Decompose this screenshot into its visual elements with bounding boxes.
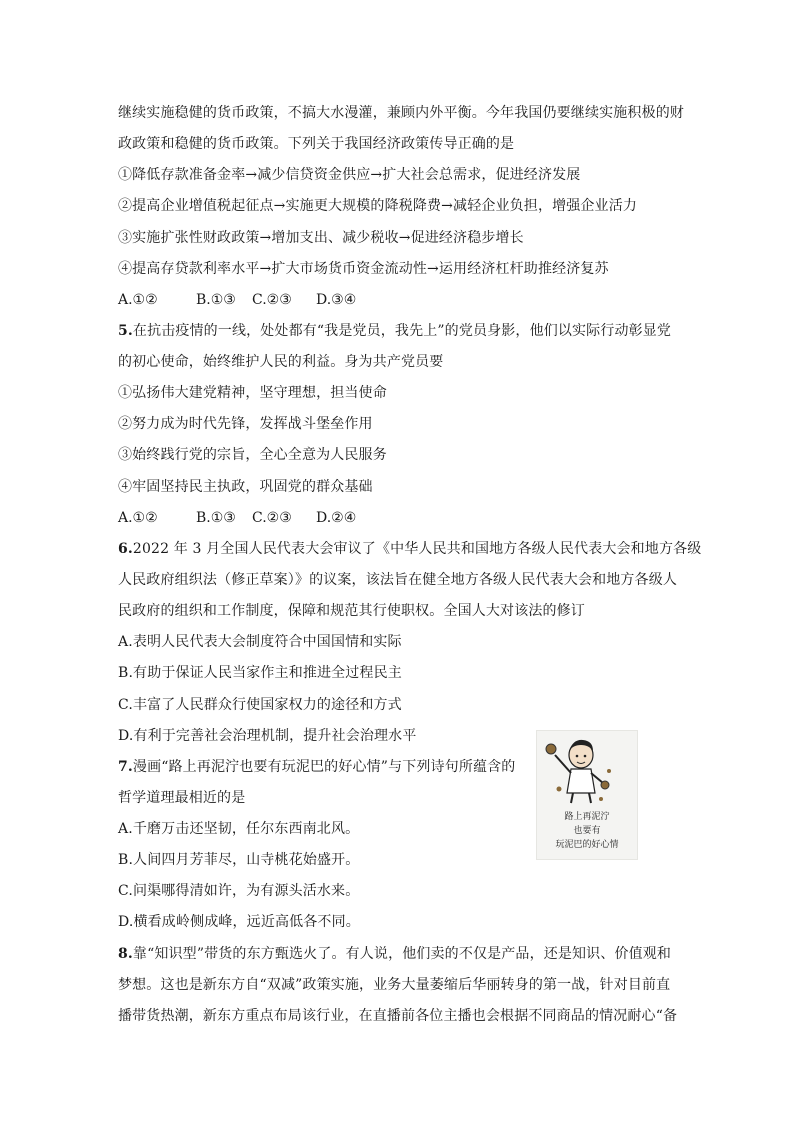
- q7-option-d[interactable]: D.横看成岭侧成峰，远近高低各不同。: [118, 914, 360, 930]
- q5-item-2: ②努力成为时代先锋，发挥战斗堡垒作用: [118, 416, 373, 432]
- cartoon-figure-icon: [537, 731, 637, 807]
- q4-option-d[interactable]: D.③④: [316, 292, 357, 308]
- q5-stem-line-1: [118, 321, 678, 341]
- q4-option-b[interactable]: B.①③: [196, 292, 236, 308]
- cartoon-caption-3: 玩泥巴的好心情: [555, 840, 619, 850]
- q6-stem-line-1: [118, 539, 702, 559]
- q5-number: 5.: [118, 323, 133, 339]
- q5-item-4: ④牢固坚持民主执政，巩固党的群众基础: [118, 479, 373, 495]
- q5-option-a[interactable]: A.①②: [118, 510, 158, 526]
- q7-option-a[interactable]: A.千磨万击还坚韧，任尔东西南北风。: [118, 821, 360, 837]
- q4-stem-line-1: 继续实施稳健的货币政策，不搞大水漫灌，兼顾内外平衡。今年我国仍要继续实施积极的财: [118, 105, 684, 121]
- q4-option-c[interactable]: C.②③: [252, 292, 292, 308]
- cartoon-image: [536, 730, 638, 860]
- q5-stem-text-1: 在抗击疫情的一线，处处都有“我是党员，我先上”的党员身影，他们以实际行动彰显党: [132, 323, 672, 339]
- q5-item-3: ③始终践行党的宗旨，全心全意为人民服务: [118, 447, 387, 463]
- cartoon-caption-2: 也要有: [573, 826, 601, 836]
- q5-option-d[interactable]: D.②④: [316, 510, 357, 526]
- q4-options: [118, 290, 356, 310]
- q7-stem-line-2: 哲学道理最相近的是: [118, 790, 246, 806]
- q6-option-b[interactable]: B.有助于保证人民当家作主和推进全过程民主: [118, 665, 402, 681]
- q6-stem-text-1: 2022 年 3 月全国人民代表大会审议了《中华人民共和国地方各级人民代表大会和地方各级: [132, 541, 702, 557]
- q8-stem-line-3: 播带货热潮，新东方重点布局该行业，在直播前各位主播也会根据不同商品的情况耐心“备: [118, 1008, 678, 1024]
- q6-option-a[interactable]: A.表明人民代表大会制度符合中国国情和实际: [118, 634, 402, 650]
- q6-stem-line-3: 民政府的组织和工作制度，保障和规范其行使职权。全国人大对该法的修订: [118, 603, 585, 619]
- q4-item-1: ①降低存款准备金率→减少信贷资金供应→扩大社会总需求，促进经济发展: [118, 167, 581, 183]
- q7-option-b[interactable]: B.人间四月芳菲尽，山寺桃花始盛开。: [118, 852, 360, 868]
- q8-stem-line-1: [118, 944, 678, 964]
- q6-option-d[interactable]: D.有利于完善社会治理机制，提升社会治理水平: [118, 728, 417, 744]
- q5-option-c[interactable]: C.②③: [252, 510, 292, 526]
- q4-item-4: ④提高存贷款利率水平→扩大市场货币资金流动性→运用经济杠杆助推经济复苏: [118, 261, 609, 277]
- q4-item-3: ③实施扩张性财政政策→增加支出、减少税收→促进经济稳步增长: [118, 230, 524, 246]
- q4-stem-line-2: 政政策和稳健的货币政策。下列关于我国经济政策传导正确的是: [118, 136, 515, 152]
- q5-item-1: ①弘扬伟大建党精神，坚守理想，担当使命: [118, 385, 387, 401]
- q8-stem-text-1: 靠“知识型”带货的东方甄选火了。有人说，他们卖的不仅是产品，还是知识、价值观和: [132, 946, 672, 962]
- q6-option-c[interactable]: C.丰富了人民群众行使国家权力的途径和方式: [118, 697, 402, 713]
- q8-number: 8.: [118, 946, 133, 962]
- q4-option-a[interactable]: A.①②: [118, 292, 158, 308]
- q6-stem-line-2: 人民政府组织法（修正草案）》的议案，该法旨在健全地方各级人民代表大会和地方各级人: [118, 572, 677, 588]
- q5-options: [118, 508, 356, 528]
- q6-number: 6.: [118, 541, 133, 557]
- q7-stem-text-1: 漫画“路上再泥泞也要有玩泥巴的好心情”与下列诗句所蕴含的: [132, 759, 516, 775]
- cartoon-caption-1: 路上再泥泞: [564, 812, 610, 822]
- q7-option-c[interactable]: C.问渠哪得清如许，为有源头活水来。: [118, 883, 360, 899]
- q7-stem-line-1: [118, 757, 518, 777]
- q5-option-b[interactable]: B.①③: [196, 510, 236, 526]
- q5-stem-line-2: 的初心使命，始终维护人民的利益。身为共产党员要: [118, 354, 444, 370]
- q8-stem-line-2: 梦想。这也是新东方自“双减”政策实施，业务大量萎缩后华丽转身的第一战，针对目前直: [118, 977, 671, 993]
- q4-item-2: ②提高企业增值税起征点→实施更大规模的降税降费→减轻企业负担，增强企业活力: [118, 198, 638, 214]
- q7-number: 7.: [118, 759, 133, 775]
